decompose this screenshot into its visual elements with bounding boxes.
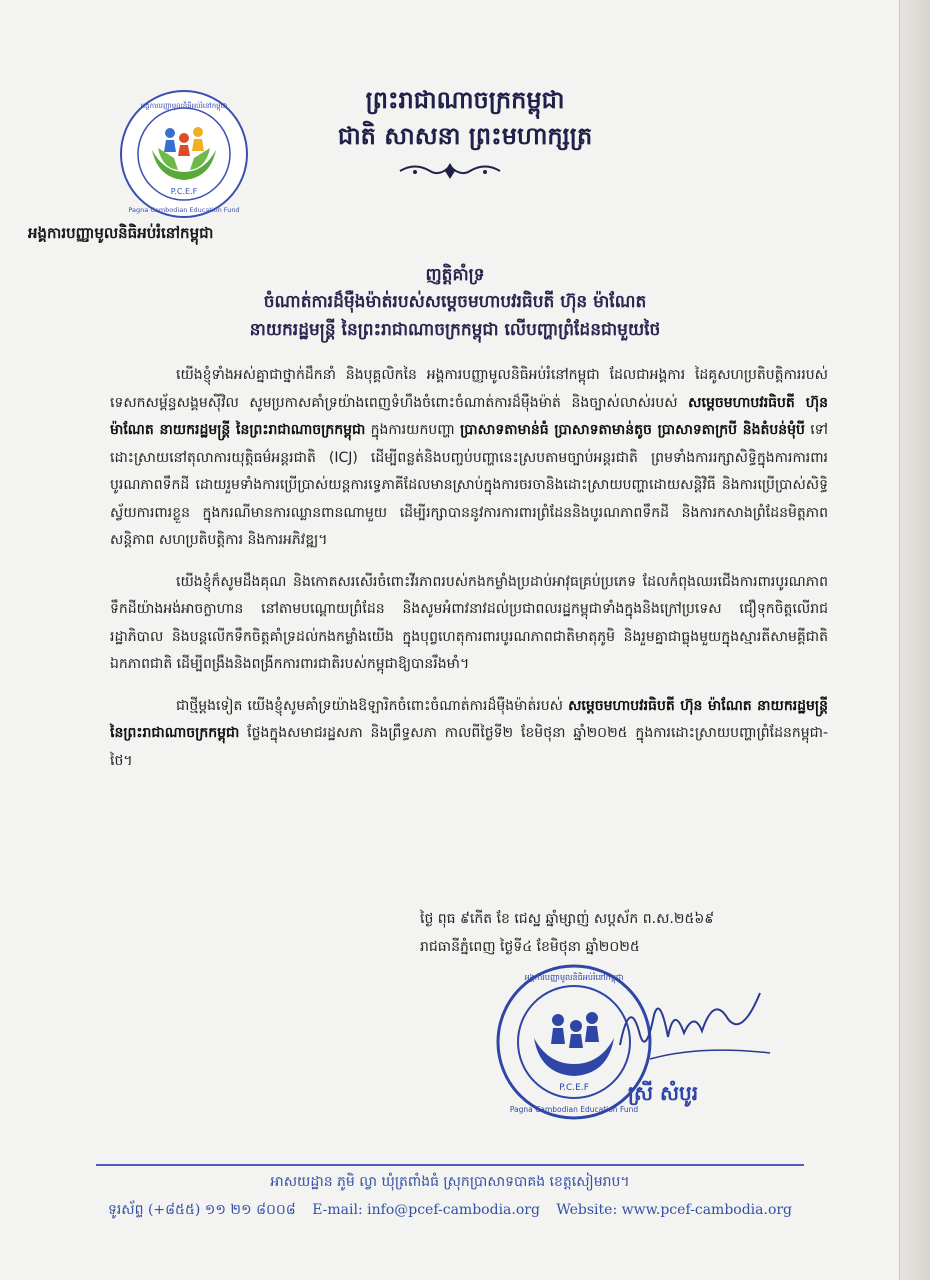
document-subtitle-1: ចំណាត់ការដ៏ម៉ឺងម៉ាត់របស់សម្តេចមហាបវរធិបតី ហ៊ុន ម៉ាណែត xyxy=(263,292,647,312)
svg-text:អង្គការបញ្ញាមូលនិធិអប់រំនៅកម្ព: អង្គការបញ្ញាមូលនិធិអប់រំនៅកម្ពុជា xyxy=(140,102,228,110)
pcef-logo-icon xyxy=(118,88,250,220)
paragraph-1: យើងខ្ញុំទាំងអស់គ្នាជាថ្នាក់ដឹកនាំ និងបុគ្គលិកនៃ អង្គការបញ្ញាមូលនិធិអប់រំនៅកម្ពុជា ដែលជាអង្គការ ដៃគូសហប្រតិបត្តិការរបស់ទេសកសម្ព័ន្ធសង្គមស៊ីវិល សូមប្រកាសគាំទ្រយ៉ាងពេញទំហឹងចំពោះចំណាត់ការដ៏ម៉ឺងម៉ាត់ និងច្បាស់លាស់របស់ សម្តេចមហាបវរធិបតី ហ៊ុន ម៉ាណែត នាយករដ្ឋមន្ត្រី នៃព្រះរាជាណាចក្រកម្ពុជា ក្នុងការយកបញ្ហា ប្រាសាទតាមាន់ធំ ប្រាសាទតាមាន់តូច ប្រាសាទតាក្របី និងតំបន់មុំបី ទៅដោះស្រាយនៅតុលាការយុត្តិធម៌អន្តរជាតិ (ICJ) ដើម្បីពន្លត់និងបញ្ចប់បញ្ហានេះស្របតាមច្បាប់អន្តរជាតិ ព្រមទាំងការរក្សាសិទ្ធិក្នុងការការពារបូរណភាពទឹកដី ដោយរួមទាំងការប្រើប្រាស់យន្តការទេ្វភាគីដែលមានស្រាប់ក្នុងការចរចានិងដោះស្រាយបញ្ហាដោយសន្តិវិធី និងការប្រើប្រាស់សិទ្ធិស្វ័យការពារខ្លួន ក្នុងករណីមានការឈ្លានពានណាមួយ ដើម្បីរក្សាបាននូវការការពារព្រំដែននិងបូរណភាពទឹកដី និងការកសាងព្រំដែនមិត្តភាព សន្តិភាព សហប្រតិបត្តិការ និងការអភិវឌ្ឍ។ xyxy=(110,367,828,548)
footer-divider xyxy=(96,1164,804,1166)
paragraph-3: ជាថ្មីម្តងទៀត យើងខ្ញុំសូមគាំទ្រយ៉ាងឱឡារិកចំពោះចំណាត់ការដ៏ម៉ឺងម៉ាត់របស់ សម្តេចមហាបវរធិបតី ហ៊ុន ម៉ាណែត នាយករដ្ឋមន្ត្រីនៃព្រះរាជាណាចក្រកម្ពុជា ថ្លែងក្នុងសមាជរដ្ឋសភា និងព្រឹទ្ធសភា កាលពីថ្ងៃទី២ ខែមិថុនា ឆ្នាំ២០២៥ ក្នុងការដោះស្រាយបញ្ហាព្រំដែនកម្ពុជា-ថៃ។ xyxy=(110,697,828,769)
footer-phone: ទូរស័ព្ទ (+៨៥៥) ១១ ២១ ៨០០៨ xyxy=(107,1202,296,1218)
document-title: ញត្តិគាំទ្រ xyxy=(425,265,485,285)
date-block xyxy=(420,905,840,961)
kingdom-motto: ជាតិ សាសនា ព្រះមហាក្សត្រ xyxy=(337,121,593,150)
organization-name: អង្គការបញ្ញាមូលនិធិអប់រំនៅកម្ពុជា xyxy=(28,224,214,242)
svg-text:Pagna Cambodian Education Fund: Pagna Cambodian Education Fund xyxy=(128,206,240,214)
footer-contacts xyxy=(96,1200,804,1221)
signer-name: ស្រី សំបូរ xyxy=(628,1081,699,1105)
svg-text:P.C.E.F: P.C.E.F xyxy=(559,1083,589,1093)
footer-address: អាសយដ្ឋាន ភូមិ ល្វា ឃុំត្រពាំងធំ ស្រុកប្រាសាទបាគង ខេត្តសៀមរាប។ xyxy=(270,1174,630,1190)
svg-text:អង្គការបញ្ញាមូលនិធិអប់រំនៅកម្ព: អង្គការបញ្ញាមូលនិធិអប់រំនៅកម្ពុជា xyxy=(524,973,624,982)
svg-text:Pagna Cambodian Education Fund: Pagna Cambodian Education Fund xyxy=(509,1105,639,1114)
svg-text:P.C.E.F: P.C.E.F xyxy=(170,187,198,196)
paragraph-2: យើងខ្ញុំក៏សូមដឹងគុណ និងកោតសរសើរចំពោះវីរភាពរបស់កងកម្លាំងប្រដាប់អាវុធគ្រប់ប្រភេទ ដែលកំពុងឈរជើងការពារបូរណភាពទឹកដីយ៉ាងអង់អាចក្លាហាន នៅតាមបណ្តោយព្រំដែន និងសូមអំពាវនាវដល់ប្រជាពលរដ្ឋកម្ពុជាទាំងក្នុងនិងក្រៅប្រទេស ជឿទុកចិត្តលើរាជរដ្ឋាភិបាល និងបន្តលើកទឹកចិត្តគាំទ្រដល់កងកម្លាំងយើង ក្នុងបុព្វហេតុការពារបូរណភាពជាតិមាតុភូមិ និងរួមគ្នាជាធ្លុងមួយក្នុងស្មារតីសាមគ្គីជាតិ ឯកភាពជាតិ ដើម្បីពង្រឹងនិងពង្រីកការពារជាតិរបស់កម្ពុជាឱ្យបានរឹងមាំ។ xyxy=(110,573,828,672)
lunar-date: ថ្ងៃ ពុធ ៩កើត ខែ ជេស្ឋ ឆ្នាំម្សាញ់ សប្តស័ក ព.ស.២៥៦៩ xyxy=(420,911,715,927)
page-edge xyxy=(899,0,930,1280)
letter-body xyxy=(110,362,828,789)
kingdom-header xyxy=(290,82,640,154)
footer-email[interactable]: E-mail: info@pcef-cambodia.org xyxy=(312,1202,540,1218)
kingdom-line-1: ព្រះរាជាណាចក្រកម្ពុជា xyxy=(365,85,565,114)
solar-date: រាជធានីភ្នំពេញ ថ្ងៃទី៤ ខែមិថុនា ឆ្នាំ២០២៥ xyxy=(420,939,640,955)
divider-ornament-icon xyxy=(395,160,505,182)
document-subtitle-2: នាយករដ្ឋមន្ត្រី នៃព្រះរាជាណាចក្រកម្ពុជា លើបញ្ហាព្រំដែនជាមួយថៃ xyxy=(249,320,661,340)
footer-website[interactable]: Website: www.pcef-cambodia.org xyxy=(556,1202,793,1218)
handwritten-signature-icon xyxy=(610,975,780,1075)
document-title-block xyxy=(60,262,850,344)
